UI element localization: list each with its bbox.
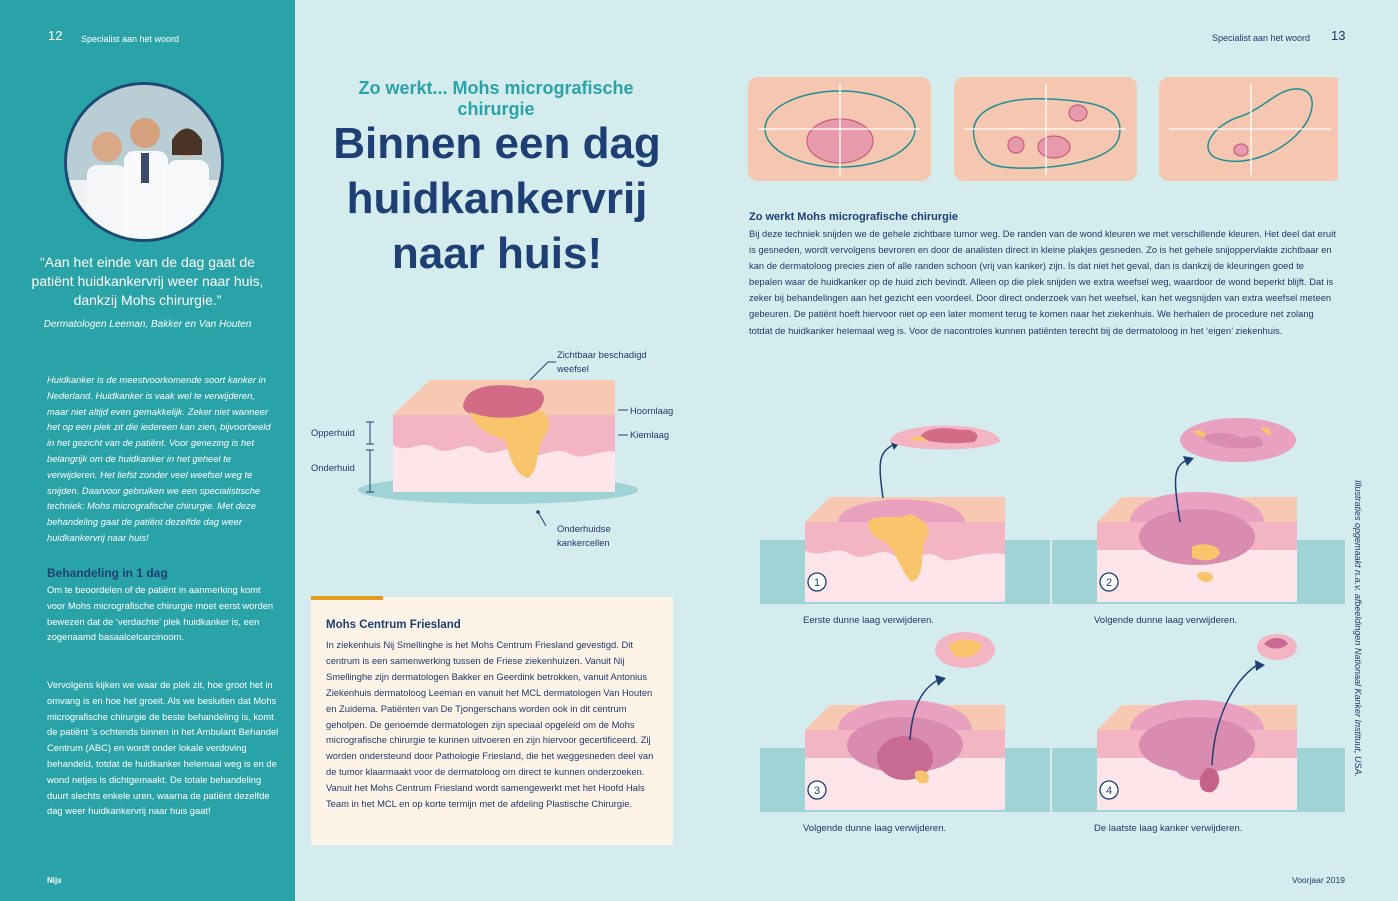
step-number: 4 [1105, 785, 1113, 797]
section-heading-left: Behandeling in 1 dag [47, 566, 168, 580]
label-visible-tissue: Zichtbaar beschadigd weefsel [557, 349, 647, 374]
tumor-map-diagrams [748, 77, 1338, 183]
section-heading-right: Zo werkt Mohs micrografische chirurgie [749, 211, 959, 223]
illustration-credit [1351, 480, 1361, 820]
step-caption: Volgende dunne laag verwijderen. [803, 823, 947, 834]
running-head-right: Specialist aan het woord [1212, 33, 1311, 43]
illustration-credit-text: Illustraties opgemaakt n.a.v. afbeeldingen Nationaal Kanker Instituut, USA. [1353, 480, 1363, 778]
label-horny-layer: Hoornlaag [630, 405, 674, 416]
tumor-map-2 [954, 77, 1137, 181]
info-box-body: In ziekenhuis Nij Smellinghe is het Mohs Centrum Friesland gevestigd. Dit centrum is een samenwerking tussen de Friese ziekenhuizen. Vanuit Nij Smellinghe zijn dermatologen Bakker en Geerdink betrokken, vanuit Antonius Ziekenhuis dermatoloog Leeman en vanuit het MCL dermatologen Van Houten en Zuidema. Patiënten van De Tjongerschans worden ook in dit centrum geholpen. De genoemde dermatologen zijn speciaal opgeleid om de Mohs micrografische chirurgie te kunnen uitvoeren en zijn hiervoor gecertificeerd. Zij worden ondersteund door Pathologie Friesland, die het weggesneden deel van de tumor klaarmaakt voor de dermatoloog om direct te kunnen onderzoeken. Vanuit het Mohs Centrum Friesland wordt samengewerkt met het Hoofd Hals Team in het MCL en op korte termijn met de afdeling Plastische Chirurgie. [326, 639, 654, 810]
label-dermis: Onderhuid [311, 462, 355, 473]
footer-left: Nijs [47, 876, 62, 885]
step-2-illustration [1052, 412, 1345, 608]
info-box-accent-bar [311, 596, 383, 600]
quote-attribution: Dermatologen Leeman, Bakker en Van Houten [43, 319, 252, 330]
kicker: Zo werkt... Mohs micrografische chirurgie [358, 78, 634, 119]
headline [318, 116, 676, 281]
step-caption: De laatste laag kanker verwijderen. [1094, 823, 1243, 834]
page-number-right: 13 [1331, 28, 1346, 43]
paragraph-2: Vervolgens kijken we waar de plek zit, hoe groot het in omvang is en hoe het groeit. Als we besluiten dat Mohs micrografische chirurgie de beste behandeling is, komt de patiënt ’s ochtends binnen in het Ambulant Behandel Centrum (ABC) en wordt onder lokale verdoving behandeld, totdat de huidkanker helemaal weg is en de wond netjes is dichtgemaakt. De totale behandeling duurt slechts enkele uren, waarna de patiënt dezelfde dag weer huidkankervrij naar huis gaat! [47, 679, 279, 817]
label-germ-layer: Kiemlaag [630, 429, 670, 440]
label-epidermis: Opperhuid [311, 427, 355, 438]
headline-line: huidkankervrij [346, 174, 648, 223]
headline-line: naar huis! [391, 229, 603, 278]
body-text-right: Bij deze techniek snijden we de gehele zichtbare tumor weg. De randen van de wond kleuren we met verschillende kleuren. Het deel dat eruit is gesneden, wordt vervolgens bevroren en door de analisten direct in kleine plakjes gesneden. Zo is het gehele snijoppervlakte zichtbaar en kan de dermatoloog precies zien of alle randen schoon (vrij van kanker) zijn. Is dat niet het geval, dan is dankzij de kleuringen goed te bepalen waar de huidkanker op de huid zich bevindt. Alleen op die plek snijden we extra weefsel weg, waardoor de wond beperkt blijft. Dat is zeker bij behandelingen aan het gezicht een voordeel. Door direct onderzoek van het weefsel, kan het wegsnijden van extra weefsel meteen gebeuren. De patiënt hoeft hiervoor niet op een later moment terug te komen naar het ziekenhuis. We herhalen de procedure net zolang totdat de huidkanker helemaal weg is. Voor de nacontroles kunnen patiënten terecht bij de dermatoloog in het ‘eigen’ ziekenhuis. [749, 228, 1336, 336]
tumor-map-3 [1159, 77, 1338, 181]
step-number: 3 [813, 785, 821, 797]
step-4-illustration [1052, 620, 1345, 816]
headline-line: Binnen een dag [333, 119, 661, 168]
intro-paragraph: Huidkanker is de meestvoorkomende soort kanker in Nederland. Huidkanker is vaak wel te verwijderen, maar niet altijd even gemakkelijk. Zeker niet wanneer het op een plek zit die iedereen kan zien, bijvoorbeeld in het gezicht van de patiënt. Voor genezing is het belangrijk om de huidkanker in het geheel te verwijderen. Het liefst zonder veel weefsel weg te snijden. Daarvoor gebruiken we een specialistische techniek: Mohs micrografische chirurgie. Met deze behandeling gaat de patiënt dezelfde dag weer huidkankervrij naar huis! [47, 374, 271, 543]
step-1-illustration [760, 412, 1050, 608]
step-number: 1 [813, 577, 821, 589]
step-3-illustration [760, 620, 1050, 816]
info-box-heading: Mohs Centrum Friesland [326, 619, 461, 631]
dermatologists-photo [64, 82, 224, 242]
sidebar-panel [0, 0, 295, 901]
step-caption: Volgende dunne laag verwijderen. [1094, 615, 1238, 626]
page-number-left: 12 [48, 28, 63, 43]
footer-right: Voorjaar 2019 [1292, 875, 1345, 885]
paragraph-1: Om te beoordelen of de patiënt in aanmerking komt voor Mohs micrografische chirurgie moet eerst worden bewezen dat de ‘verdachte’ plek huidkanker is, een zogenaamd basaalcelcarcinoom. [47, 584, 274, 643]
step-caption: Eerste dunne laag verwijderen. [803, 615, 934, 626]
tumor-map-1 [748, 77, 931, 181]
running-head-left: Specialist aan het woord [81, 34, 180, 44]
pull-quote: “Aan het einde van de dag gaat de patiënt huidkankervrij weer naar huis, dankzij Mohs chirurgie.” [31, 254, 264, 308]
label-subcutaneous-cells: Onderhuidse kankercellen [557, 523, 611, 548]
step-number: 2 [1105, 577, 1113, 589]
